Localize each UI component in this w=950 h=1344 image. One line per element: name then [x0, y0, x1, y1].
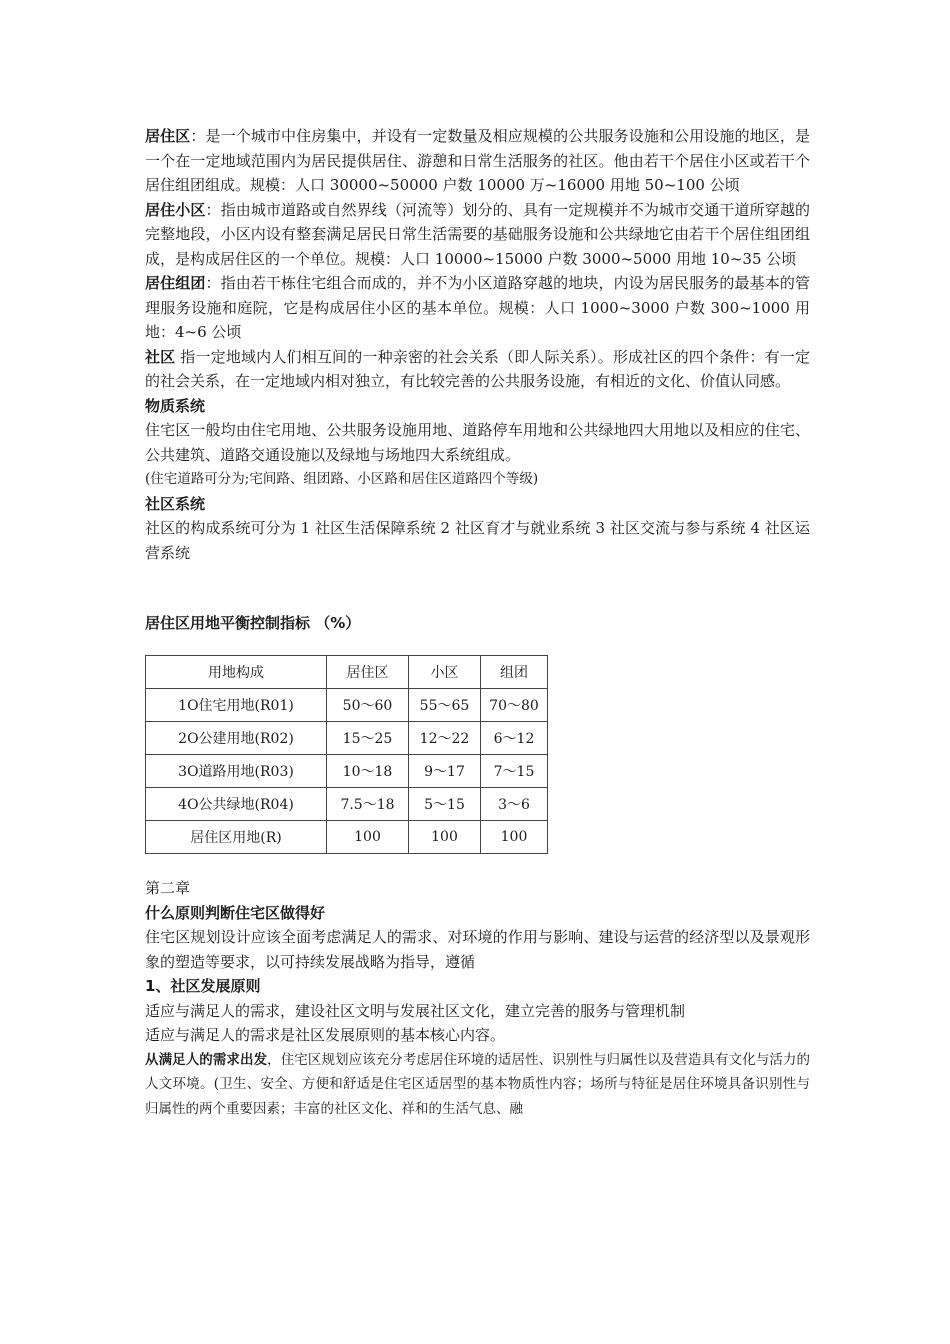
table-cell: 9～17	[409, 755, 481, 788]
table-cell: 3～6	[481, 788, 548, 821]
table-cell: 15～25	[327, 722, 409, 755]
table-row	[146, 821, 548, 854]
table-cell: 100	[481, 821, 548, 854]
table-cell: 70～80	[481, 689, 548, 722]
chapter-heading: 什么原则判断住宅区做得好	[145, 903, 326, 922]
table-cell: 2O公建用地(R02)	[146, 722, 327, 755]
table-cell: 12～22	[409, 722, 481, 755]
material-system-note: (住宅道路可分为;宅间路、组团路、小区路和居住区道路四个等级)	[145, 471, 539, 487]
table-row	[146, 722, 548, 755]
table-row	[146, 755, 548, 788]
definition-residential-group	[145, 271, 810, 345]
table-header-cell: 小区	[409, 656, 481, 689]
table-header-row	[146, 656, 548, 689]
chapter-intro: 住宅区规划设计应该全面考虑满足人的需求、对环境的作用与影响、建设与运营的经济型以及景观形象的塑造等要求，以可持续发展战略为指导，遵循	[145, 928, 810, 971]
definition-text: ：指由城市道路或自然界线（河流等）划分的、具有一定规模并不为城市交通干道所穿越的完整地段，小区内设有整套满足居民日常生活需要的基础服务设施和公共绿地它由若干个居住组团组成，是构成居住区的一个单位。规模：人口 10000~15000 户数 3000~5000 用地 10~35 公顷	[145, 200, 810, 268]
section1-line1: 适应与满足人的需求，建设社区文明与发展社区文化，建立完善的服务与管理机制	[145, 1001, 686, 1020]
land-use-table	[145, 655, 548, 854]
term-community: 社区	[145, 347, 176, 366]
table-cell: 4O公共绿地(R04)	[146, 788, 327, 821]
definition-community	[145, 345, 810, 394]
table-row	[146, 689, 548, 722]
definition-text: ：指由若干栋住宅组合而成的，并不为小区道路穿越的地块，内设为居民服务的最基本的管理服务设施和庭院，它是构成居住小区的基本单位。规模：人口 1000~3000 户数 300~1000 用地：4~6 公顷	[145, 274, 810, 341]
table-cell: 7～15	[481, 755, 548, 788]
community-system-heading: 社区系统	[145, 494, 206, 513]
needs-lead: 从满足人的需求出发	[145, 1051, 268, 1068]
table-cell: 100	[409, 821, 481, 854]
table-cell: 3O道路用地(R03)	[146, 755, 327, 788]
document-page	[145, 124, 810, 1121]
table-cell: 55～65	[409, 689, 481, 722]
section1-heading: 1、社区发展原则	[145, 977, 261, 995]
table-cell: 1O住宅用地(R01)	[146, 689, 327, 722]
definition-text: 指一定地域内人们相互间的一种亲密的社会关系（即人际关系）。形成社区的四个条件：有一定的社会关系，在一定地域内相对独立，有比较完善的公共服务设施，有相近的文化、价值认同感。	[145, 347, 810, 390]
community-system-text: 社区的构成系统可分为 1 社区生活保障系统 2 社区育才与就业系统 3 社区交流与参与系统 4 社区运营系统	[145, 519, 810, 562]
material-system-heading: 物质系统	[145, 396, 206, 415]
section1-line2: 适应与满足人的需求是社区发展原则的基本核心内容。	[145, 1026, 506, 1044]
material-system-text: 住宅区一般均由住宅用地、公共服务设施用地、道路停车用地和公共绿地四大用地以及相应的住宅、公共建筑、道路交通设施以及绿地与场地四大系统组成。	[145, 421, 810, 464]
definition-residential-quarter	[145, 198, 810, 272]
table-header-cell: 用地构成	[146, 656, 327, 689]
table-cell: 居住区用地(R)	[146, 821, 327, 854]
term-residential-group: 居住组团	[145, 274, 206, 292]
table-cell: 50～60	[327, 689, 409, 722]
chapter-label: 第二章	[145, 879, 191, 897]
definition-text: ：是一个城市中住房集中，并设有一定数量及相应规模的公共服务设施和公用设施的地区，是一个在一定地域范围内为居民提供居住、游憩和日常生活服务的社区。他由若干个居住小区或若干个居住组团组成。规模：人口 30000~50000 户数 10000 万~16000 用地 50~100 公顷	[145, 127, 810, 194]
definition-residential-district	[145, 124, 810, 198]
term-residential-quarter: 居住小区	[145, 200, 206, 219]
table-row	[146, 788, 548, 821]
table-cell: 6～12	[481, 722, 548, 755]
needs-paragraph	[145, 1048, 810, 1122]
table-title: 居住区用地平衡控制指标 （%）	[145, 614, 361, 632]
table-cell: 7.5～18	[327, 788, 409, 821]
table-header-cell: 居住区	[327, 656, 409, 689]
needs-text: ，住宅区规划应该充分考虑居住环境的适居性、识别性与归属性以及营造具有文化与活力的人文环境。(卫生、安全、方便和舒适是住宅区适居型的基本物质性内容；场所与特征是居住环境具备识别性与归属性的两个重要因素；丰富的社区文化、祥和的生活气息、融	[145, 1051, 810, 1117]
table-header-cell: 组团	[481, 656, 548, 689]
table-cell: 100	[327, 821, 409, 854]
table-cell: 10～18	[327, 755, 409, 788]
table-cell: 5～15	[409, 788, 481, 821]
term-residential-district: 居住区	[145, 127, 191, 145]
